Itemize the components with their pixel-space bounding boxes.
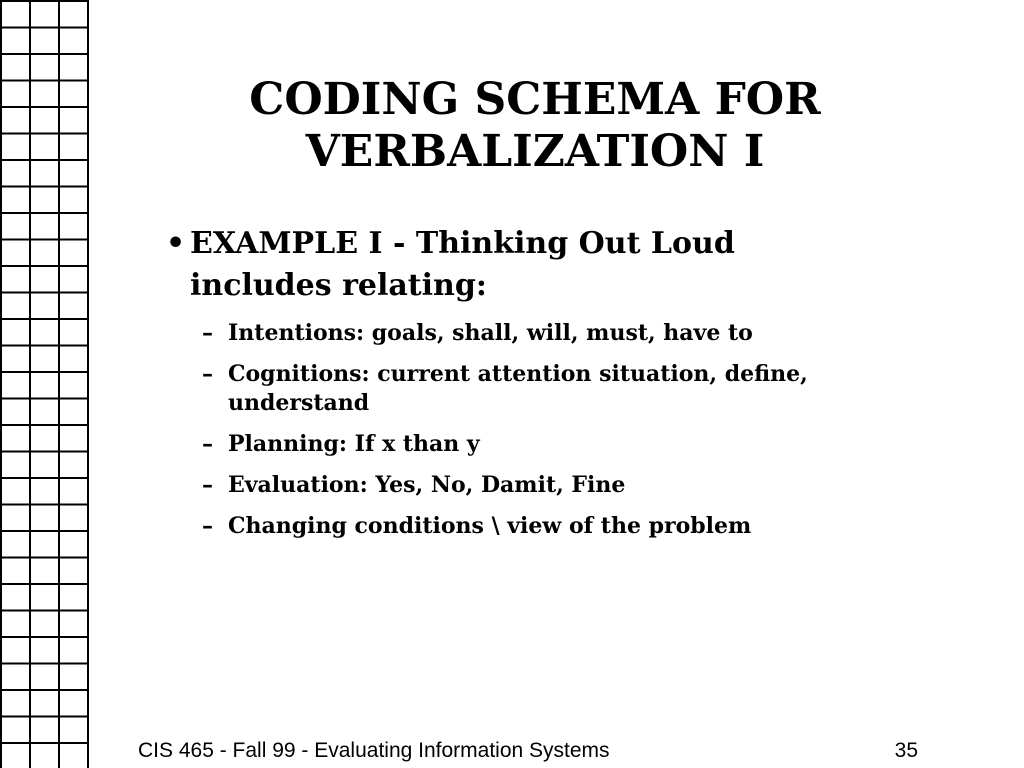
footer-page-number: 35 bbox=[894, 739, 918, 762]
sub-bullet-dash: – bbox=[202, 513, 213, 539]
sub-bullet-dash: – bbox=[202, 361, 213, 387]
sub-bullet-changing-conditions bbox=[202, 512, 866, 541]
sub-bullet-text: Planning: If x than y bbox=[228, 431, 480, 457]
main-bullet bbox=[166, 223, 866, 307]
main-bullet-text: EXAMPLE I - Thinking Out Loud includes relating: bbox=[190, 226, 735, 303]
sub-bullet-dash: – bbox=[202, 472, 213, 498]
sub-bullet-evaluation bbox=[202, 471, 866, 500]
sub-bullet-intentions bbox=[202, 319, 866, 348]
sub-bullet-text: Evaluation: Yes, No, Damit, Fine bbox=[228, 472, 626, 498]
sub-bullet-dash: – bbox=[202, 320, 213, 346]
slide-title-line-2: VERBALIZATION I bbox=[305, 126, 765, 177]
slide-body bbox=[166, 223, 866, 553]
sub-bullet-text: Intentions: goals, shall, will, must, have to bbox=[228, 320, 753, 346]
sub-bullet-list bbox=[166, 319, 866, 541]
sub-bullet-text: Cognitions: current attention situation, define, understand bbox=[228, 361, 808, 416]
sub-bullet-text: Changing conditions \ view of the problem bbox=[228, 513, 752, 539]
slide-title bbox=[140, 74, 930, 178]
sub-bullet-dash: – bbox=[202, 431, 213, 457]
bullet-marker: • bbox=[166, 226, 186, 261]
footer-course-title: CIS 465 - Fall 99 - Evaluating Information Systems bbox=[138, 739, 610, 762]
slide-title-line-1: CODING SCHEMA FOR bbox=[249, 74, 821, 125]
grid-strip-edge bbox=[87, 0, 89, 768]
sub-bullet-cognitions bbox=[202, 360, 866, 418]
sub-bullet-planning bbox=[202, 430, 866, 459]
decorative-grid-strip bbox=[0, 0, 87, 768]
